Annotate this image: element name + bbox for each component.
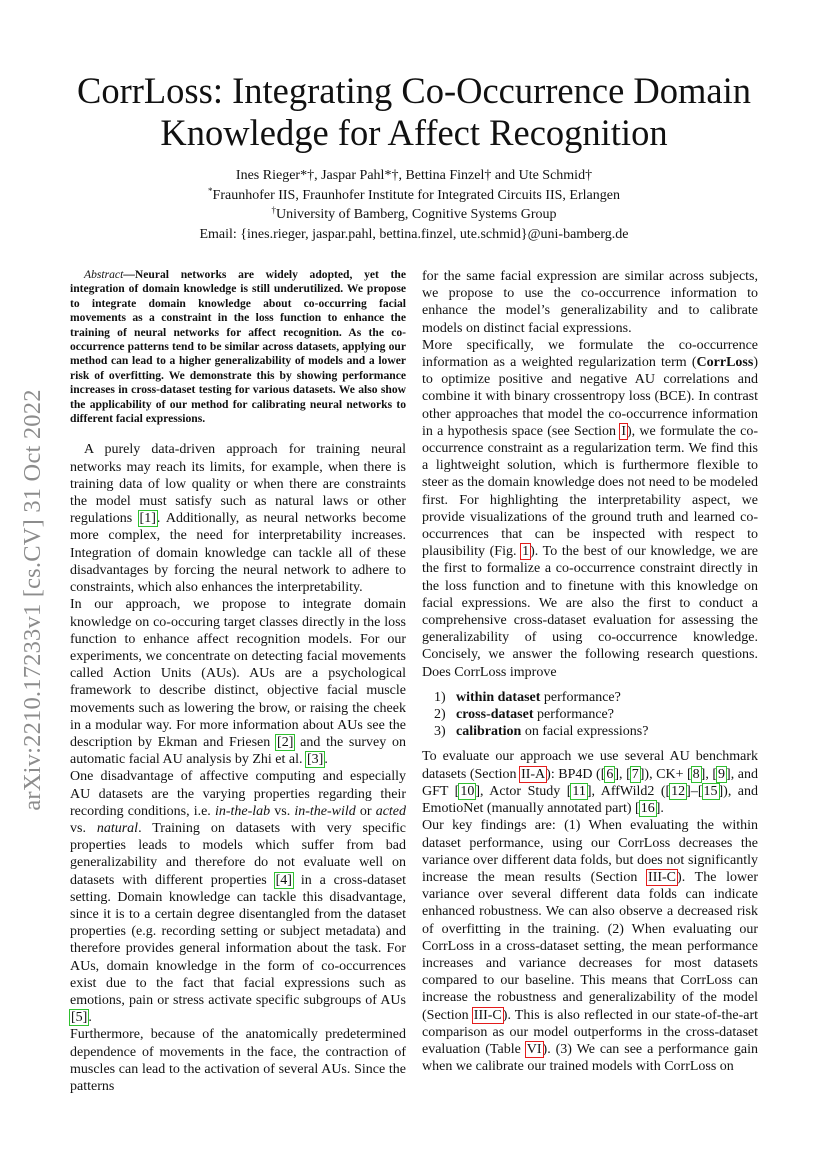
section-link[interactable]: I	[621, 423, 626, 439]
affiliation-2: †University of Bamberg, Cognitive Systems Group	[271, 205, 557, 222]
citation-link[interactable]: [1]	[139, 511, 156, 527]
citation-link[interactable]: 7	[631, 766, 639, 782]
research-question-item: 3) calibration on facial expressions?	[434, 724, 649, 740]
section-link[interactable]: II-A	[521, 766, 546, 782]
citation-link[interactable]: 9	[718, 766, 726, 782]
section-link[interactable]: III-C	[648, 869, 677, 885]
figure-link[interactable]: 1	[522, 544, 530, 560]
citation-link[interactable]: [3]	[306, 752, 324, 768]
table-link[interactable]: VI	[526, 1041, 542, 1057]
citation-link[interactable]: 8	[692, 766, 700, 782]
right-column	[422, 268, 758, 1075]
author-email: Email: {ines.rieger, jaspar.pahl, bettina.finzel, ute.schmid}@uni-bamberg.de	[199, 226, 629, 242]
citation-link[interactable]: [2]	[277, 734, 294, 750]
abstract-heading: Abstract	[84, 268, 124, 281]
citation-link[interactable]: 6	[606, 766, 614, 782]
right-paragraph-3: To evaluate our approach we use several AU benchmark datasets (Section II-A): BP4D ([6], [7]), CK+ [8], [9], and GFT [10], Actor Study [11], AffWild2 ([12]–[15]), and EmotioNet (manually annotated part) [16].	[422, 749, 759, 817]
citation-link[interactable]: 12	[671, 783, 686, 799]
author-block	[120, 166, 708, 244]
arxiv-sidebar-stamp	[8, 350, 58, 850]
intro-paragraph-3: One disadvantage of affective computing and especially AU datasets are the varying properties regarding their recording conditions, i.e. in-the-lab vs. in-the-wild or acted vs. natural. Training on datasets with very specific properties leads to models which suffer from bad generalizability and therefore do not evaluate well on datasets with different properties [4] in a cross-dataset setting. Domain knowledge can tackle this disadvantage, since it is to a certain degree disentangled from the dataset properties (e.g. recording setting or subject metadata) and therefore provides general information about the task. For AUs, domain knowledge in the form of co-occurrences exist due to the fact that facial expressions such as emotions, pain or stress activate specific subgroups of AUs [5].	[70, 769, 407, 1026]
right-paragraph-2: More specifically, we formulate the co-occurrence information as a weighted regularization term (CorrLoss) to optimize positive and negative AU correlations and combine it with binary crossentropy loss (BCE). In contrast other approaches that model the co-occurrence information in a hypothesis space (see Section I), we formulate the co-occurrence constraint as a regularization term. We find this a lightweight solution, which is furthermore flexible to steer as the domain knowledge does not need to be modeled first. For highlighting the interpretability aspect, we provide visualizations of the ground truth and learned co-occurrences that can be inspected with respect to plausibility (Fig. 1). To the best of our knowledge, we are the first to formalize a co-occurrence constraint directly in the loss function and to finetune with this knowledge on facial expressions. We are also the first to conduct a comprehensive cross-dataset evaluation for assessing the generalizability of using co-occurrence knowledge. Concisely, we answer the following research questions. Does CorrLoss improve	[422, 337, 758, 680]
paper-title: CorrLoss: Integrating Co-Occurrence Domain Knowledge for Affect Recognition	[76, 70, 752, 153]
author-names: Ines Rieger*†, Jaspar Pahl*†, Bettina Finzel† and Ute Schmid†	[235, 168, 593, 183]
section-link[interactable]: III-C	[473, 1007, 502, 1023]
left-column	[70, 268, 406, 1095]
arxiv-identifier: arXiv:2210.17233v1 [cs.CV] 31 Oct 2022	[19, 389, 46, 811]
affiliation-1: *Fraunhofer IIS, Fraunhofer Institute for Integrated Circuits IIS, Erlangen	[208, 185, 620, 203]
research-question-item: 2) cross-dataset performance?	[434, 707, 614, 723]
intro-paragraph-2: In our approach, we propose to integrate domain knowledge on co-occuring target classes directly in the loss function to enhance affect recognition models. For our experiments, we concentrate on detecting facial movements called Action Units (AUs). AUs are a psychological framework to describe distinct, objective facial muscle movements such as lowering the brow, or raising the cheek in a modular way. For more information about AUs see the description by Ekman and Friesen [2] and the survey on automatic facial AU analysis by Zhi et al. [3].	[70, 597, 406, 768]
citation-link[interactable]: [4]	[275, 872, 292, 888]
research-question-item: 1) within dataset performance?	[434, 689, 621, 705]
research-questions-list	[422, 689, 758, 741]
intro-paragraph-4: Furthermore, because of the anatomically predetermined dependence of movements in the face, the contraction of muscles can lead to the activation of several AUs. Since the patterns	[70, 1027, 406, 1094]
right-paragraph-1: for the same facial expression are similar across subjects, we propose to use the co-occurrence information to enhance the model’s generalizability and to calibrate models on distinct facial expressions.	[422, 269, 758, 336]
citation-link[interactable]: 11	[572, 783, 586, 799]
citation-link[interactable]: [5]	[71, 1010, 88, 1026]
citation-link[interactable]: 16	[640, 801, 655, 817]
right-paragraph-4: Our key findings are: (1) When evaluating the within dataset performance, using our CorrLoss decreases the variance over different data folds, but does not significantly increase the mean results (Section III-C). The lower variance over several different data folds can indicate enhanced robustness. We can also observe a decreased risk of overfitting in the training. (2) When evaluating our CorrLoss in a cross-dataset setting, the mean performance increases and variance decreases for most datasets compared to our baseline. This means that CorrLoss can increase the robustness and generalizability of the model (Section III-C). This is also reflected in our state-of-the-art comparison as our model outperforms in the cross-dataset evaluation (Table VI). (3) We can see a performance gain when we calibrate our trained models with CorrLoss on	[422, 818, 759, 1075]
abstract	[70, 268, 406, 426]
abstract-text: —Neural networks are widely adopted, yet the integration of domain knowledge is still underutilized. We propose to integrate domain knowledge about co-occurring facial movements as a constraint in the loss function to enhance the training of neural networks for affect recognition. As the co-occurrence patterns tend to be similar across datasets, applying our method can lead to a higher generalizability of models and a lower risk of overfitting. We demonstrate this by showing performance increases in cross-dataset testing for various datasets. We also show the applicability of our method for calibrating neural networks to different facial expressions.	[70, 268, 406, 426]
intro-paragraph-1: A purely data-driven approach for training neural networks may reach its limits, for example, when there is training data of low quality or when there are constraints the model must satisfy such as natural laws or other regulations [1]. Additionally, as neural networks become more complex, the need for interpretability increases. Integration of domain knowledge can tackle all of these disadvantages by forcing the neural network to adhere to constraints, which also enhances the interpretability.	[70, 442, 406, 596]
citation-link[interactable]: 15	[703, 783, 718, 799]
citation-link[interactable]: 10	[460, 783, 475, 799]
